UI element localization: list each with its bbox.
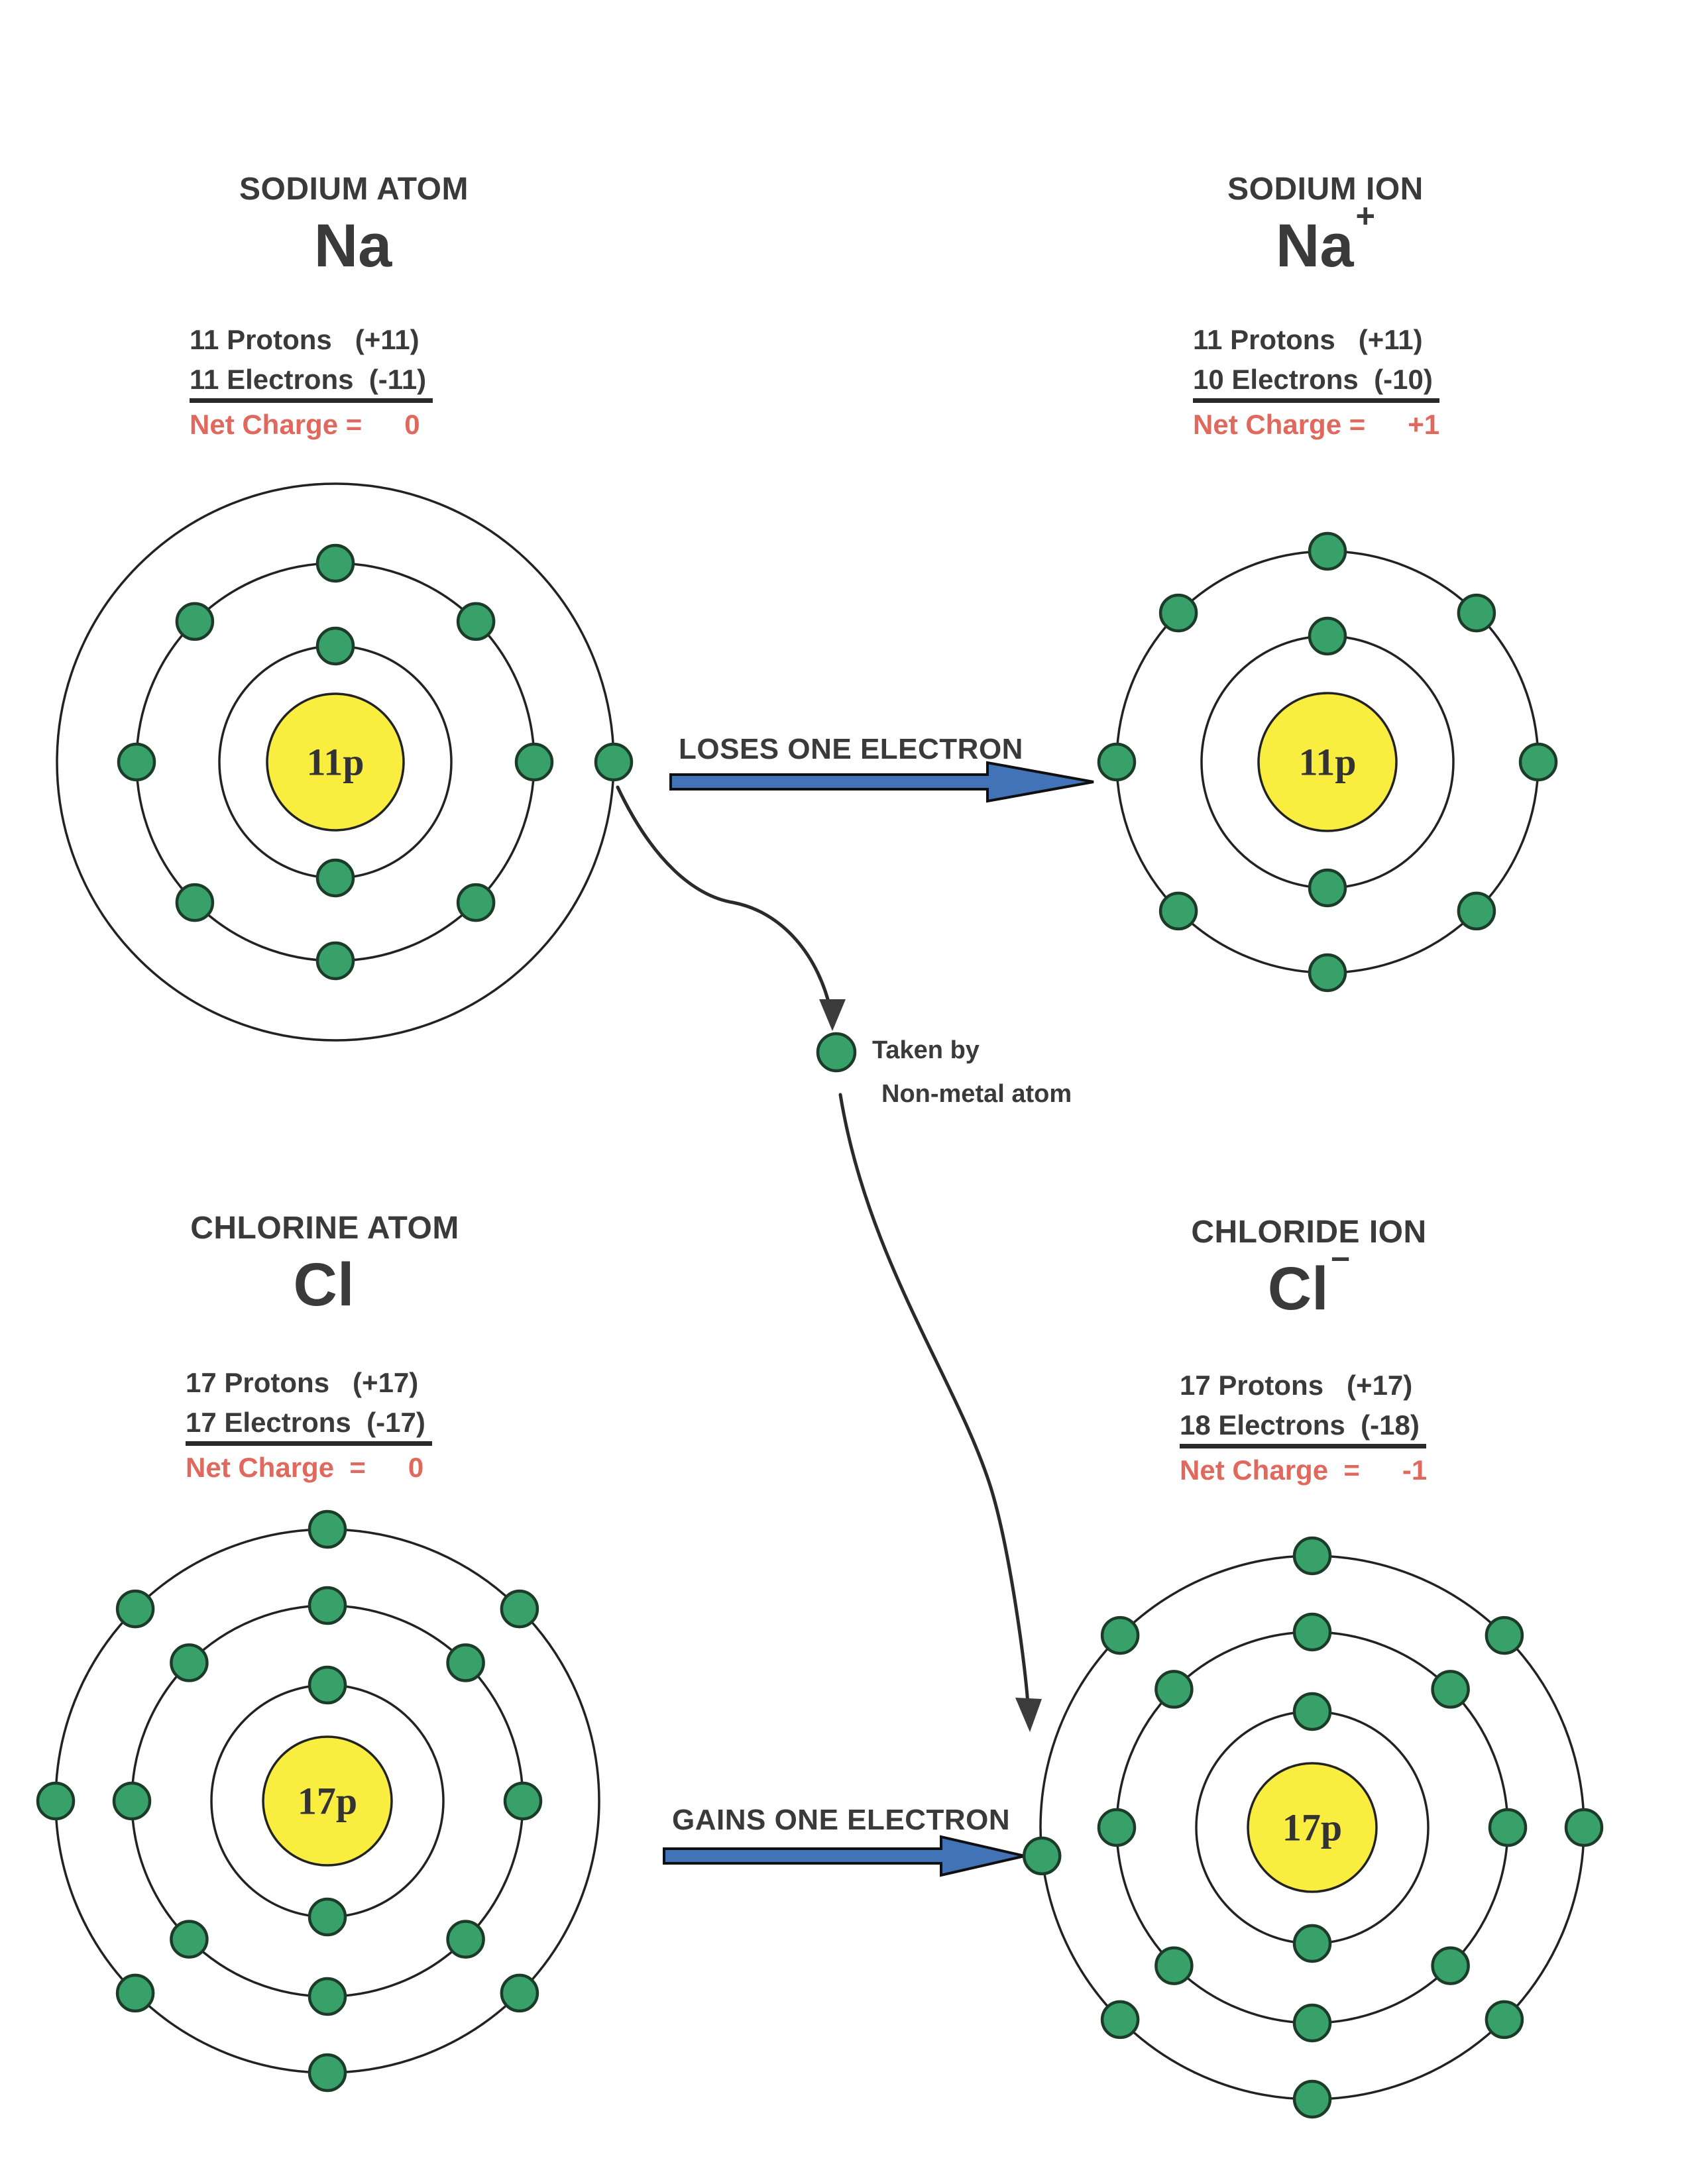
net-charge-label: Net Charge = [186, 1452, 366, 1483]
chlorine-atom-nucleus-label: 17p [297, 1779, 358, 1823]
net-charge-value: -1 [1402, 1454, 1428, 1486]
chloride-ion-electron [1294, 1538, 1330, 1574]
sodium-ion-electron [1459, 893, 1494, 929]
sodium-ion-bohr-model [1099, 533, 1556, 991]
chloride-ion-electron [1487, 1617, 1522, 1653]
chloride-ion-electron [1099, 1810, 1135, 1845]
chloride-ion-net-charge [1180, 1456, 1427, 1484]
sodium-atom-header [155, 171, 553, 280]
loses-electron-arrow [671, 763, 1094, 801]
gains-electron-arrow [664, 1837, 1025, 1875]
gains-electron-label: GAINS ONE ELECTRON [672, 1804, 1011, 1836]
chloride-ion-electron [1102, 1617, 1138, 1653]
chlorine-atom-electron [309, 2055, 345, 2091]
chloride-ion-electron [1294, 2081, 1330, 2117]
chloride-ion-bohr-model [1024, 1538, 1602, 2117]
chloride-ion-charge-sup: − [1330, 1239, 1351, 1278]
sodium-ion-electron [1160, 893, 1196, 929]
sodium-atom-title: SODIUM ATOM [239, 172, 469, 207]
sodium-ion-electron [1310, 533, 1345, 569]
chloride-ion-electron [1294, 2005, 1330, 2041]
chloride-ion-electrons: 18 Electrons (-18) [1180, 1411, 1426, 1448]
transfer-note-line1: Taken by [872, 1036, 980, 1064]
chlorine-atom-electron [448, 1645, 484, 1680]
sodium-ion-charge-sup: + [1355, 196, 1376, 235]
chlorine-atom-electron [117, 1975, 153, 2011]
chlorine-atom-electron [448, 1922, 484, 1957]
chloride-ion-electron [1433, 1671, 1469, 1707]
sodium-ion-electron [1160, 595, 1196, 631]
chlorine-atom-protons: 17 Protons (+17) [186, 1367, 419, 1398]
chlorine-atom-header [126, 1210, 524, 1319]
chloride-ion-header [1110, 1214, 1508, 1323]
transfer-arrowhead-lower [1015, 1698, 1042, 1732]
chlorine-atom-net-charge [186, 1454, 432, 1482]
sodium-ion-electrons: 10 Electrons (-10) [1193, 366, 1439, 403]
chlorine-atom-electron [502, 1591, 537, 1627]
transfer-curve-upper [618, 787, 831, 1012]
sodium-atom-electron [317, 943, 353, 979]
chlorine-atom-electron [505, 1783, 541, 1819]
chloride-ion-electron [1102, 2002, 1138, 2038]
chloride-ion-electron [1490, 1810, 1526, 1845]
sodium-ion-stats [1193, 326, 1439, 439]
sodium-atom-electron [317, 860, 353, 896]
transfer-note [872, 1028, 1072, 1116]
chloride-ion-nucleus-label: 17p [1282, 1806, 1343, 1849]
chlorine-atom-electrons: 17 Electrons (-17) [186, 1409, 432, 1446]
sodium-atom-stats [190, 326, 433, 439]
transfer-note-line2: Non-metal atom [881, 1080, 1072, 1108]
sodium-atom-electron [317, 628, 353, 664]
sodium-ion-protons: 11 Protons (+11) [1193, 324, 1423, 355]
chloride-ion-stats [1180, 1372, 1427, 1484]
chloride-ion-electron [1433, 1948, 1469, 1984]
loses-electron-label: LOSES ONE ELECTRON [679, 733, 1023, 765]
sodium-ion-net-charge [1193, 411, 1439, 439]
sodium-ion-electron [1520, 744, 1556, 780]
sodium-ion-electron [1310, 955, 1345, 991]
net-charge-label: Net Charge = [1193, 409, 1366, 440]
net-charge-value: 0 [408, 1452, 424, 1483]
chlorine-atom-electron [171, 1922, 207, 1957]
chlorine-atom-electron [38, 1783, 74, 1819]
sodium-atom-electron [458, 604, 494, 639]
chloride-ion-electron [1566, 1810, 1602, 1845]
chlorine-atom-electron [309, 1667, 345, 1703]
chlorine-atom-electron [117, 1591, 153, 1627]
sodium-ion-symbol: Na+ [1275, 196, 1376, 280]
sodium-atom-electron [317, 545, 353, 581]
sodium-ion-electron [1310, 618, 1345, 654]
transfer-arrowhead-upper [819, 999, 846, 1031]
sodium-atom-electron [458, 885, 494, 920]
sodium-atom-electron [177, 885, 213, 920]
chloride-ion-electron [1156, 1671, 1192, 1707]
sodium-atom-electron [177, 604, 213, 639]
net-charge-label: Net Charge = [190, 409, 363, 440]
sodium-atom-bohr-model [57, 484, 632, 1040]
chlorine-atom-bohr-model [38, 1511, 599, 2091]
chloride-ion-electron [1294, 1926, 1330, 1961]
chlorine-atom-electron [171, 1645, 207, 1680]
sodium-atom-nucleus-label: 11p [306, 740, 365, 784]
sodium-atom-symbol: Na [313, 212, 392, 280]
sodium-ion-electron [1310, 870, 1345, 906]
net-charge-value: 0 [404, 409, 420, 440]
sodium-ion-electron [1099, 744, 1135, 780]
chlorine-atom-electron [309, 1588, 345, 1623]
net-charge-value: +1 [1408, 409, 1440, 440]
net-charge-label: Net Charge = [1180, 1454, 1360, 1486]
chloride-ion-symbol: Cl− [1267, 1239, 1351, 1323]
transfer-curve-lower [840, 1095, 1029, 1715]
sodium-atom-electron [596, 744, 632, 780]
sodium-ion-title: SODIUM ION [1227, 172, 1424, 207]
sodium-ion-nucleus-label: 11p [1298, 740, 1357, 784]
chlorine-atom-electron [502, 1975, 537, 2011]
chloride-ion-electron [1024, 1838, 1060, 1874]
sodium-atom-electron [119, 744, 154, 780]
chlorine-atom-symbol: Cl [293, 1251, 355, 1319]
chloride-ion-electron [1294, 1614, 1330, 1650]
chlorine-atom-electron [309, 1511, 345, 1547]
chlorine-atom-electron [309, 1899, 345, 1935]
sodium-atom-net-charge [190, 411, 433, 439]
chlorine-atom-stats [186, 1369, 432, 1482]
sodium-atom-electron [516, 744, 552, 780]
chloride-ion-electron [1294, 1694, 1330, 1729]
chlorine-atom-electron [309, 1979, 345, 2014]
chloride-ion-title: CHLORIDE ION [1191, 1215, 1427, 1250]
chloride-ion-electron [1487, 2002, 1522, 2038]
transferred-electron-dot [818, 1034, 855, 1071]
sodium-atom-electrons: 11 Electrons (-11) [190, 366, 433, 403]
chloride-ion-electron [1156, 1948, 1192, 1984]
chloride-ion-protons: 17 Protons (+17) [1180, 1370, 1413, 1401]
sodium-ion-electron [1459, 595, 1494, 631]
chlorine-atom-electron [114, 1783, 150, 1819]
sodium-ion-header [1127, 171, 1524, 280]
sodium-atom-protons: 11 Protons (+11) [190, 324, 420, 355]
chlorine-atom-title: CHLORINE ATOM [190, 1211, 459, 1246]
